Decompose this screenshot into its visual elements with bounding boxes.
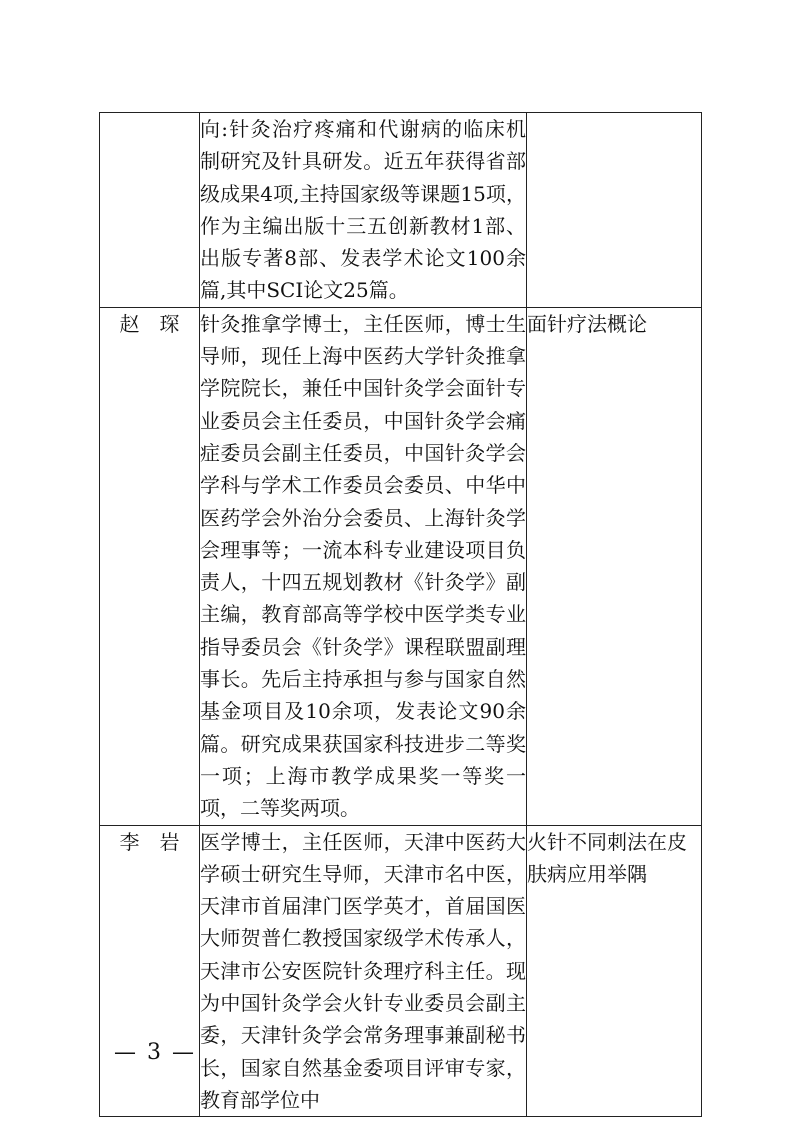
experts-table (99, 112, 702, 1117)
expert-name-cell: 赵 琛 (100, 307, 200, 825)
lecture-topic-cell: 火针不同刺法在皮肤病应用举隅 (527, 825, 702, 1117)
expert-bio-cell: 针灸推拿学博士，主任医师，博士生导师，现任上海中医药大学针灸推拿学院院长，兼任中国针灸学会面针专业委员会主任委员，中国针灸学会痛症委员会副主任委员，中国针灸学会学科与学术工作委员会委员、中华中医药学会外治分会委员、上海针灸学会理事等；一流本科专业建设项目负责人，十四五规划教材《针灸学》副主编，教育部高等学校中医学类专业指导委员会《针灸学》课程联盟副理事长。先后主持承担与参与国家自然基金项目及10余项，发表论文90余篇。研究成果获国家科技进步二等奖一项；上海市教学成果奖一等奖一项，二等奖两项。 (200, 307, 527, 825)
expert-name-cell: 李 岩 (100, 825, 200, 1117)
page-number: — 3 — (114, 1040, 196, 1065)
expert-name-cell (100, 113, 200, 308)
table-row (100, 113, 702, 308)
expert-bio-cell: 医学博士，主任医师，天津中医药大学硕士研究生导师，天津市名中医，天津市首届津门医学英才，首届国医大师贺普仁教授国家级学术传承人，天津市公安医院针灸理疗科主任。现为中国针灸学会火针专业委员会副主委，天津针灸学会常务理事兼副秘书长，国家自然基金委项目评审专家，教育部学位中 (200, 825, 527, 1117)
table-row (100, 825, 702, 1117)
table-row (100, 307, 702, 825)
expert-bio-cell: 向:针灸治疗疼痛和代谢病的临床机制研究及针具研发。近五年获得省部级成果4项,主持国家级等课题15项，作为主编出版十三五创新教材1部、出版专著8部、发表学术论文100余篇,其中SCI论文25篇。 (200, 113, 527, 308)
lecture-topic-cell: 面针疗法概论 (527, 307, 702, 825)
lecture-topic-cell (527, 113, 702, 308)
